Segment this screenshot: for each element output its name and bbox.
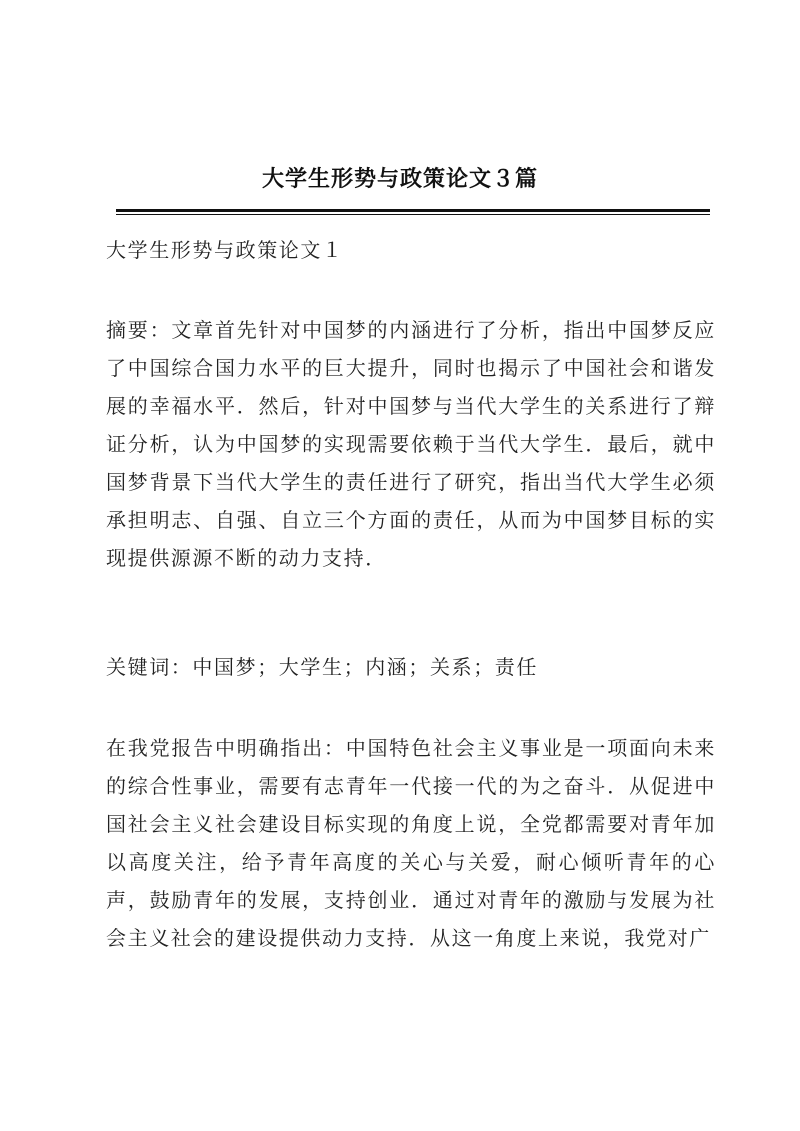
section-subtitle: 大学生形势与政策论文１ — [106, 238, 344, 262]
abstract-paragraph: 摘要：文章首先针对中国梦的内涵进行了分析，指出中国梦反应了中国综合国力水平的巨大提升，同时也揭示了中国社会和谐发展的幸福水平．然后，针对中国梦与当代大学生的关系进行了辩证分析，认为中国梦的实现需要依赖于当代大学生．最后，就中国梦背景下当代大学生的责任进行了研究，指出当代大学生必须承担明志、自强、自立三个方面的责任，从而为中国梦目标的实现提供源源不断的动力支持． — [106, 318, 716, 570]
body-paragraph: 在我党报告中明确指出：中国特色社会主义事业是一项面向未来的综合性事业，需要有志青年一代接一代的为之奋斗．从促进中国社会主义社会建设目标实现的角度上说，全党都需要对青年加以高度关注，给予青年高度的关心与关爱，耐心倾听青年的心声，鼓励青年的发展，支持创业．通过对青年的激励与发展为社会主义社会的建设提供动力支持．从这一角度上来说，我党对广 — [106, 736, 716, 950]
title-divider — [116, 209, 710, 212]
title-divider-thin — [116, 214, 710, 215]
document-title: 大学生形势与政策论文３篇 — [261, 166, 538, 192]
keywords-line: 关键词：中国梦；大学生；内涵；关系；责任 — [106, 655, 538, 679]
